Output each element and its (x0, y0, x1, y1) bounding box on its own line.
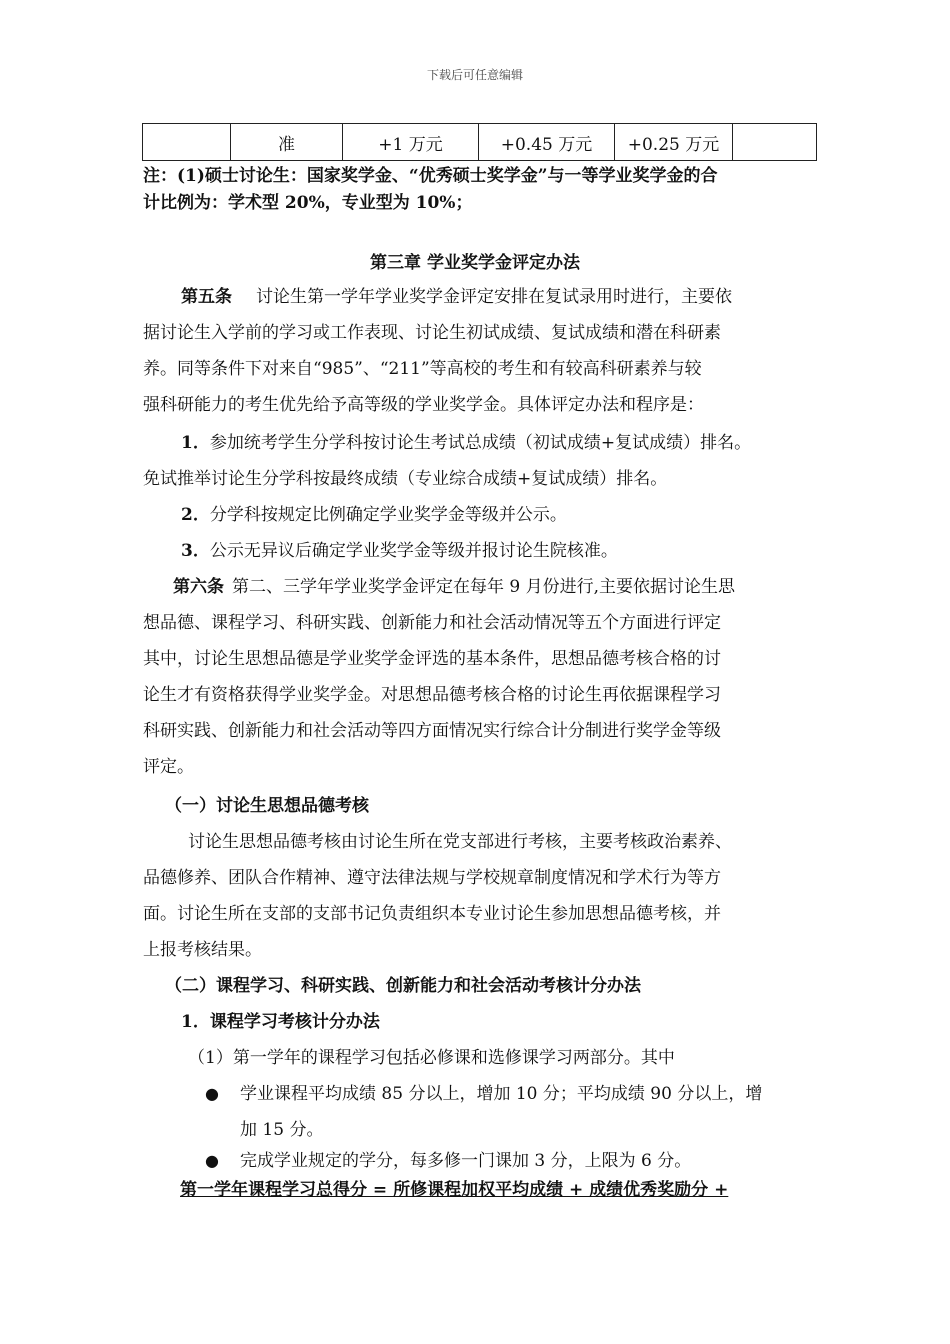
step-number: 1． (181, 433, 210, 453)
section-2 (143, 968, 815, 1076)
bullet-line: 完成学业规定的学分，每多修一门课加 3 分，上限为 6 分。 (240, 1151, 692, 1171)
page-header: 下载后可任意编辑 (426, 68, 523, 82)
paragraph-line (143, 279, 815, 315)
article-label: 第五条 (181, 287, 232, 307)
step-list (143, 425, 815, 569)
paragraph-line: 其中，讨论生思想品德是学业奖学金评选的基本条件，思想品德考核合格的讨 (143, 649, 721, 669)
table-cell: +1 万元 (343, 124, 479, 161)
formula-line: 第一学年课程学习总得分 = 所修课程加权平均成绩 + 成绩优秀奖励分 + (180, 1180, 729, 1200)
paragraph-line: 强科研能力的考生优先给予高等级的学业奖学金。具体评定办法和程序是： (143, 395, 704, 415)
step-text: 分学科按规定比例确定学业奖学金等级并公示。 (209, 505, 567, 525)
paragraph-line: 上报考核结果。 (143, 940, 262, 960)
step-number: 3． (181, 541, 210, 561)
paragraph-line (143, 569, 815, 605)
step-text: 参加统考学生分学科按讨论生考试总成绩（初试成绩+复试成绩）排名。 (209, 433, 752, 453)
bullet-dot-icon: ● (205, 1084, 219, 1103)
paragraph-line: 据讨论生入学前的学习或工作表现、讨论生初试成绩、复试成绩和潜在科研素 (143, 323, 721, 343)
paragraph-text: 讨论生第一学年学业奖学金评定安排在复试录用时进行，主要依 (256, 287, 732, 307)
paragraph-line: 科研实践、创新能力和社会活动等四方面情况实行综合计分制进行奖学金等级 (143, 721, 721, 741)
bullet-line: 学业课程平均成绩 85 分以上，增加 10 分；平均成绩 90 分以上，增 (240, 1084, 763, 1104)
paragraph-line: 品德修养、团队合作精神、遵守法律法规与学校规章制度情况和学术行为等方 (143, 868, 721, 888)
paragraph-line: 面。讨论生所在支部的支部书记负责组织本专业讨论生参加思想品德考核，并 (143, 904, 721, 924)
step-item (143, 533, 815, 569)
paragraph-line: 养。同等条件下对来自“985”、“211”等高校的考生和有较高科研素养与较 (143, 359, 702, 379)
table-cell (143, 124, 231, 161)
article-6 (143, 569, 815, 785)
section-title: （二）课程学习、科研实践、创新能力和社会活动考核计分办法 (165, 976, 641, 996)
bullet-line: 加 15 分。 (240, 1120, 324, 1140)
table-row (143, 124, 817, 161)
table-note (143, 163, 813, 217)
table-cell: +0.25 万元 (615, 124, 733, 161)
paragraph-line: 评定。 (143, 757, 194, 777)
step-item (143, 425, 815, 461)
bullet-dot-icon: ● (205, 1151, 219, 1170)
chapter-title: 第三章 学业奖学金评定办法 (370, 253, 580, 273)
bullet-text (240, 1143, 814, 1179)
table-cell: +0.45 万元 (479, 124, 615, 161)
paragraph-text: 第二、三学年学业奖学金评定在每年 9 月份进行,主要依据讨论生思 (232, 577, 736, 597)
article-5 (143, 279, 815, 423)
bullet-text (240, 1076, 814, 1148)
step-continuation: 免试推举讨论生分学科按最终成绩（专业综合成绩+复试成绩）排名。 (143, 469, 668, 489)
section-1 (143, 788, 815, 968)
note-line: 注：(1)硕士讨论生：国家奖学金、“优秀硕士奖学金”与一等学业奖学金的合 (143, 166, 718, 186)
scholarship-table-fragment (142, 123, 817, 161)
table-cell (733, 124, 817, 161)
paragraph-line: 想品德、课程学习、科研实践、创新能力和社会活动情况等五个方面进行评定 (143, 613, 721, 633)
article-label: 第六条 (173, 577, 224, 597)
step-text: 公示无异议后确定学业奖学金等级并报讨论生院核准。 (209, 541, 618, 561)
paragraph-line: 论生才有资格获得学业奖学金。对思想品德考核合格的讨论生再依据课程学习 (143, 685, 721, 705)
subsection-title: 1．课程学习考核计分办法 (181, 1012, 380, 1032)
step-item (143, 497, 815, 533)
section-title: （一）讨论生思想品德考核 (165, 796, 369, 816)
note-line: 计比例为：学术型 20%，专业型为 10%； (143, 193, 473, 213)
step-number: 2． (181, 505, 210, 525)
paragraph-line: （1）第一学年的课程学习包括必修课和选修课学习两部分。其中 (188, 1048, 675, 1068)
paragraph-line: 讨论生思想品德考核由讨论生所在党支部进行考核，主要考核政治素养、 (188, 832, 732, 852)
table-cell: 准 (231, 124, 343, 161)
